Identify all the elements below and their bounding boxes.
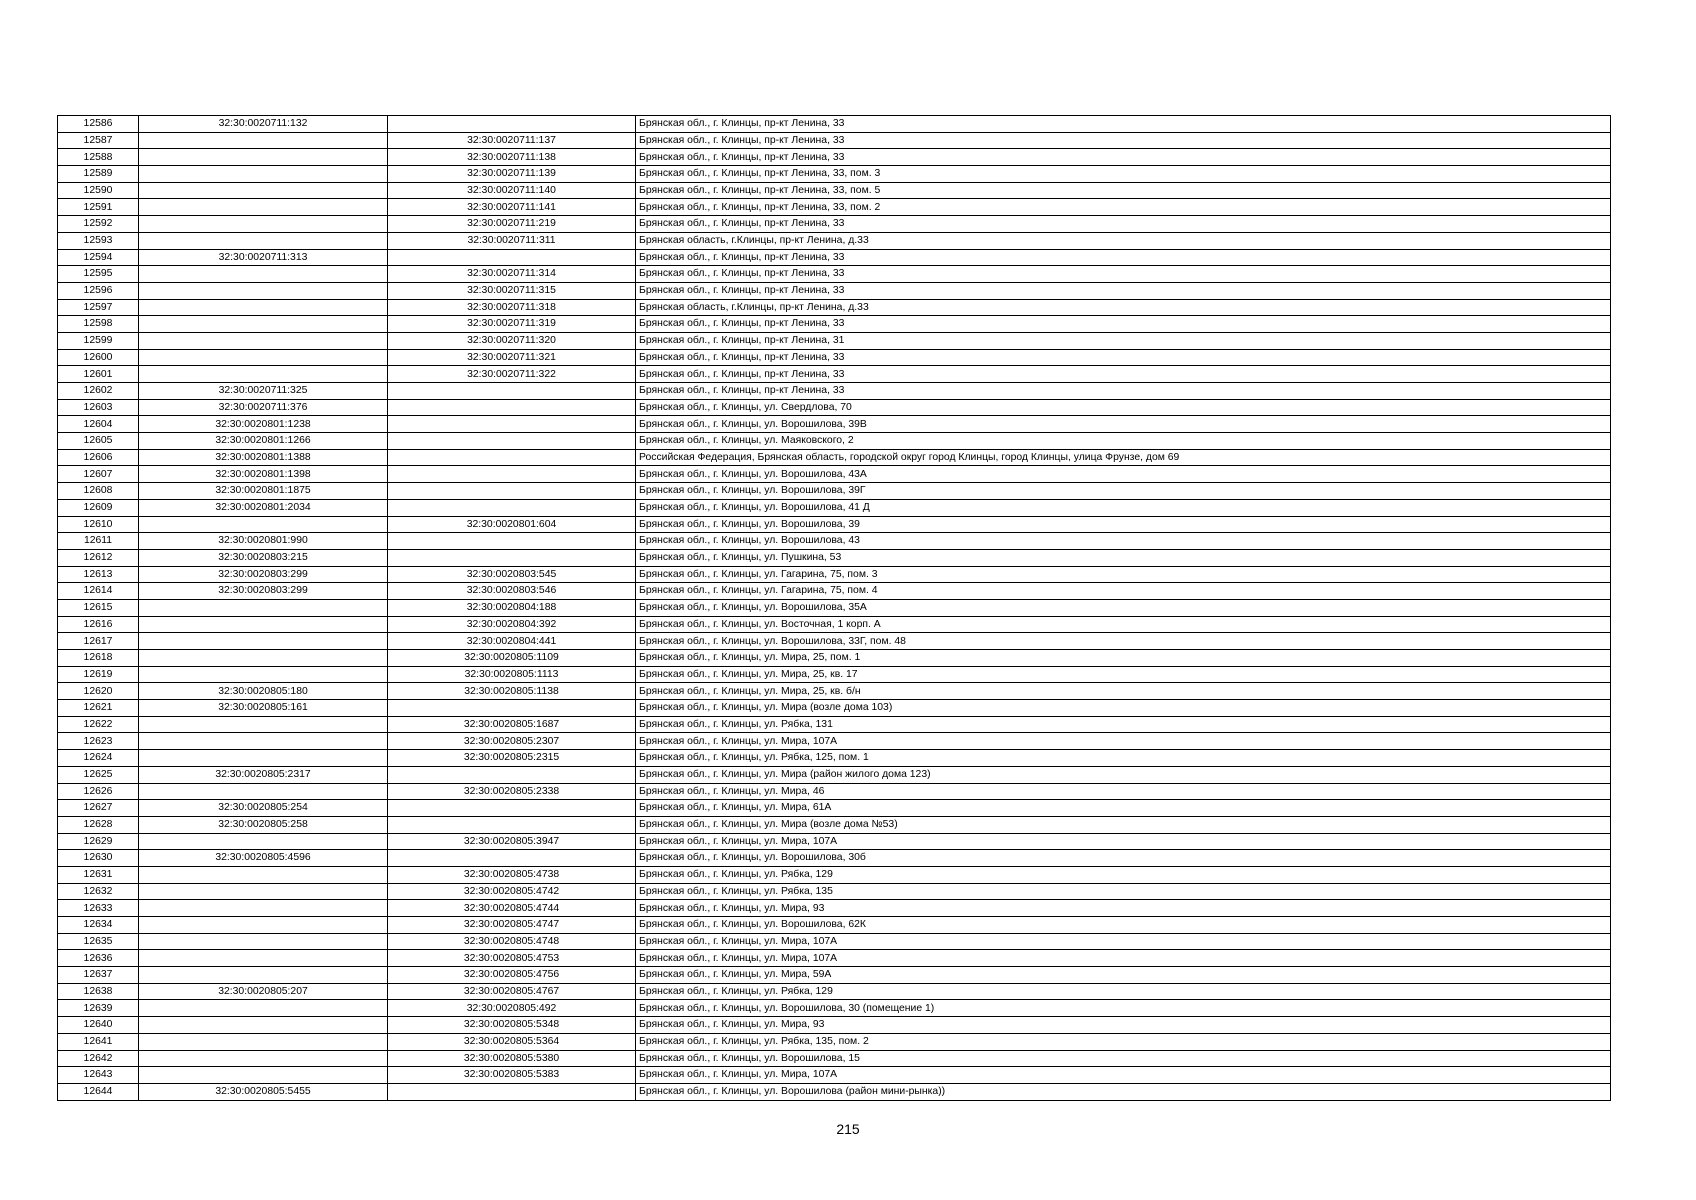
object-cadastral-number-cell — [388, 533, 636, 550]
object-cadastral-number-cell: 32:30:0020711:137 — [388, 132, 636, 149]
address-cell: Брянская обл., г. Клинцы, ул. Мира, 107А — [636, 733, 1611, 750]
cadastral-number-cell: 32:30:0020801:990 — [139, 533, 388, 550]
row-number-cell: 12596 — [58, 282, 139, 299]
cadastral-number-cell: 32:30:0020805:207 — [139, 983, 388, 1000]
row-number-cell: 12591 — [58, 199, 139, 216]
cadastral-number-cell — [139, 917, 388, 934]
cadastral-number-cell — [139, 616, 388, 633]
address-cell: Брянская обл., г. Клинцы, пр-кт Ленина, 31 — [636, 332, 1611, 349]
object-cadastral-number-cell: 32:30:0020805:1687 — [388, 716, 636, 733]
table-row — [58, 132, 1611, 149]
cadastral-number-cell: 32:30:0020805:2317 — [139, 766, 388, 783]
row-number-cell: 12632 — [58, 883, 139, 900]
row-number-cell: 12617 — [58, 633, 139, 650]
address-cell: Брянская обл., г. Клинцы, ул. Ворошилова, 35А — [636, 599, 1611, 616]
row-number-cell: 12587 — [58, 132, 139, 149]
object-cadastral-number-cell: 32:30:0020805:4738 — [388, 866, 636, 883]
object-cadastral-number-cell: 32:30:0020711:138 — [388, 149, 636, 166]
cadastral-number-cell — [139, 1033, 388, 1050]
cadastral-number-cell: 32:30:0020801:1398 — [139, 466, 388, 483]
address-cell: Брянская обл., г. Клинцы, ул. Восточная, 1 корп. А — [636, 616, 1611, 633]
address-cell: Брянская обл., г. Клинцы, ул. Ворошилова, 39В — [636, 416, 1611, 433]
row-number-cell: 12629 — [58, 833, 139, 850]
address-cell: Брянская обл., г. Клинцы, ул. Гагарина, 75, пом. 4 — [636, 583, 1611, 600]
object-cadastral-number-cell: 32:30:0020805:5383 — [388, 1067, 636, 1084]
object-cadastral-number-cell — [388, 249, 636, 266]
address-cell: Брянская обл., г. Клинцы, ул. Мира, 107А — [636, 933, 1611, 950]
cadastral-number-cell — [139, 166, 388, 183]
table-row — [58, 299, 1611, 316]
table-row — [58, 666, 1611, 683]
table-row — [58, 149, 1611, 166]
object-cadastral-number-cell — [388, 1083, 636, 1100]
cadastral-number-cell: 32:30:0020801:1875 — [139, 483, 388, 500]
table-row — [58, 983, 1611, 1000]
cadastral-number-cell — [139, 666, 388, 683]
address-cell: Брянская обл., г. Клинцы, ул. Ворошилова, 62К — [636, 917, 1611, 934]
address-cell: Брянская обл., г. Клинцы, ул. Ворошилова, 41 Д — [636, 499, 1611, 516]
cadastral-number-cell — [139, 650, 388, 667]
object-cadastral-number-cell: 32:30:0020711:140 — [388, 182, 636, 199]
cadastral-number-cell — [139, 950, 388, 967]
object-cadastral-number-cell: 32:30:0020805:2307 — [388, 733, 636, 750]
row-number-cell: 12608 — [58, 483, 139, 500]
object-cadastral-number-cell: 32:30:0020711:318 — [388, 299, 636, 316]
address-cell: Брянская обл., г. Клинцы, ул. Ворошилова, 30б — [636, 850, 1611, 867]
cadastral-number-cell: 32:30:0020801:2034 — [139, 499, 388, 516]
row-number-cell: 12641 — [58, 1033, 139, 1050]
cadastral-number-cell — [139, 866, 388, 883]
object-cadastral-number-cell: 32:30:0020804:441 — [388, 633, 636, 650]
address-cell: Брянская обл., г. Клинцы, ул. Рябка, 125, пом. 1 — [636, 750, 1611, 767]
cadastral-number-cell — [139, 349, 388, 366]
row-number-cell: 12590 — [58, 182, 139, 199]
object-cadastral-number-cell: 32:30:0020803:545 — [388, 566, 636, 583]
table-row — [58, 232, 1611, 249]
address-cell: Брянская обл., г. Клинцы, ул. Мира (район жилого дома 123) — [636, 766, 1611, 783]
table-row — [58, 850, 1611, 867]
table-row — [58, 766, 1611, 783]
row-number-cell: 12627 — [58, 800, 139, 817]
cadastral-number-cell — [139, 1000, 388, 1017]
table-row — [58, 917, 1611, 934]
cadastral-number-cell: 32:30:0020711:132 — [139, 116, 388, 133]
row-number-cell: 12644 — [58, 1083, 139, 1100]
object-cadastral-number-cell: 32:30:0020711:141 — [388, 199, 636, 216]
object-cadastral-number-cell: 32:30:0020711:321 — [388, 349, 636, 366]
table-row — [58, 549, 1611, 566]
row-number-cell: 12631 — [58, 866, 139, 883]
object-cadastral-number-cell — [388, 766, 636, 783]
table-row — [58, 516, 1611, 533]
row-number-cell: 12640 — [58, 1017, 139, 1034]
address-cell: Брянская обл., г. Клинцы, ул. Рябка, 129 — [636, 866, 1611, 883]
cadastral-number-cell: 32:30:0020805:5455 — [139, 1083, 388, 1100]
address-cell: Брянская обл., г. Клинцы, пр-кт Ленина, 33 — [636, 349, 1611, 366]
address-cell: Брянская обл., г. Клинцы, ул. Рябка, 135 — [636, 883, 1611, 900]
address-cell: Брянская обл., г. Клинцы, пр-кт Ленина, 33 — [636, 216, 1611, 233]
table-row — [58, 116, 1611, 133]
row-number-cell: 12620 — [58, 683, 139, 700]
row-number-cell: 12643 — [58, 1067, 139, 1084]
address-cell: Брянская обл., г. Клинцы, пр-кт Ленина, 33 — [636, 266, 1611, 283]
row-number-cell: 12611 — [58, 533, 139, 550]
table-row — [58, 1000, 1611, 1017]
object-cadastral-number-cell: 32:30:0020805:4747 — [388, 917, 636, 934]
address-cell: Брянская обл., г. Клинцы, ул. Пушкина, 53 — [636, 549, 1611, 566]
row-number-cell: 12625 — [58, 766, 139, 783]
page-number: 215 — [836, 1121, 860, 1137]
address-cell: Брянская обл., г. Клинцы, пр-кт Ленина, 33, пом. 5 — [636, 182, 1611, 199]
object-cadastral-number-cell — [388, 850, 636, 867]
object-cadastral-number-cell — [388, 549, 636, 566]
object-cadastral-number-cell: 32:30:0020805:1109 — [388, 650, 636, 667]
object-cadastral-number-cell — [388, 483, 636, 500]
registry-sheet — [57, 115, 1611, 1101]
cadastral-number-cell — [139, 182, 388, 199]
table-row — [58, 166, 1611, 183]
row-number-cell: 12636 — [58, 950, 139, 967]
object-cadastral-number-cell: 32:30:0020805:5380 — [388, 1050, 636, 1067]
cadastral-number-cell — [139, 216, 388, 233]
address-cell: Брянская обл., г. Клинцы, ул. Маяковского, 2 — [636, 433, 1611, 450]
row-number-cell: 12622 — [58, 716, 139, 733]
row-number-cell: 12633 — [58, 900, 139, 917]
cadastral-number-cell — [139, 232, 388, 249]
address-cell: Брянская обл., г. Клинцы, пр-кт Ленина, 33 — [636, 282, 1611, 299]
address-cell: Брянская обл., г. Клинцы, ул. Мира, 25, кв. 17 — [636, 666, 1611, 683]
cadastral-number-cell — [139, 599, 388, 616]
row-number-cell: 12600 — [58, 349, 139, 366]
row-number-cell: 12594 — [58, 249, 139, 266]
table-row — [58, 349, 1611, 366]
object-cadastral-number-cell: 32:30:0020805:4744 — [388, 900, 636, 917]
object-cadastral-number-cell: 32:30:0020805:1138 — [388, 683, 636, 700]
object-cadastral-number-cell: 32:30:0020711:315 — [388, 282, 636, 299]
cadastral-number-cell — [139, 633, 388, 650]
table-row — [58, 967, 1611, 984]
address-cell: Брянская обл., г. Клинцы, пр-кт Ленина, 33 — [636, 366, 1611, 383]
object-cadastral-number-cell: 32:30:0020711:139 — [388, 166, 636, 183]
table-row — [58, 616, 1611, 633]
cadastral-number-cell — [139, 1017, 388, 1034]
table-row — [58, 566, 1611, 583]
address-cell: Брянская обл., г. Клинцы, ул. Ворошилова (район мини-рынка)) — [636, 1083, 1611, 1100]
table-row — [58, 466, 1611, 483]
row-number-cell: 12624 — [58, 750, 139, 767]
object-cadastral-number-cell: 32:30:0020805:492 — [388, 1000, 636, 1017]
row-number-cell: 12610 — [58, 516, 139, 533]
table-row — [58, 900, 1611, 917]
table-row — [58, 683, 1611, 700]
row-number-cell: 12606 — [58, 449, 139, 466]
address-cell: Брянская обл., г. Клинцы, ул. Рябка, 131 — [636, 716, 1611, 733]
table-row — [58, 399, 1611, 416]
cadastral-number-cell — [139, 149, 388, 166]
row-number-cell: 12615 — [58, 599, 139, 616]
row-number-cell: 12619 — [58, 666, 139, 683]
cadastral-number-cell — [139, 132, 388, 149]
row-number-cell: 12638 — [58, 983, 139, 1000]
address-cell: Брянская обл., г. Клинцы, ул. Рябка, 135, пом. 2 — [636, 1033, 1611, 1050]
table-row — [58, 249, 1611, 266]
cadastral-number-cell — [139, 366, 388, 383]
object-cadastral-number-cell: 32:30:0020805:5348 — [388, 1017, 636, 1034]
object-cadastral-number-cell — [388, 449, 636, 466]
table-row — [58, 216, 1611, 233]
row-number-cell: 12586 — [58, 116, 139, 133]
registry-table — [57, 115, 1611, 1101]
row-number-cell: 12603 — [58, 399, 139, 416]
object-cadastral-number-cell: 32:30:0020804:392 — [388, 616, 636, 633]
object-cadastral-number-cell: 32:30:0020711:314 — [388, 266, 636, 283]
cadastral-number-cell: 32:30:0020801:1238 — [139, 416, 388, 433]
address-cell: Брянская обл., г. Клинцы, ул. Ворошилова, 33Г, пом. 48 — [636, 633, 1611, 650]
address-cell: Брянская обл., г. Клинцы, ул. Ворошилова, 43 — [636, 533, 1611, 550]
object-cadastral-number-cell: 32:30:0020711:320 — [388, 332, 636, 349]
address-cell: Брянская обл., г. Клинцы, ул. Мира, 107А — [636, 833, 1611, 850]
table-row — [58, 833, 1611, 850]
address-cell: Брянская обл., г. Клинцы, пр-кт Ленина, 33, пом. 3 — [636, 166, 1611, 183]
object-cadastral-number-cell: 32:30:0020801:604 — [388, 516, 636, 533]
row-number-cell: 12621 — [58, 700, 139, 717]
table-row — [58, 1083, 1611, 1100]
address-cell: Брянская обл., г. Клинцы, ул. Ворошилова, 15 — [636, 1050, 1611, 1067]
table-row — [58, 1017, 1611, 1034]
cadastral-number-cell: 32:30:0020803:299 — [139, 566, 388, 583]
row-number-cell: 12593 — [58, 232, 139, 249]
address-cell: Брянская обл., г. Клинцы, ул. Мира, 46 — [636, 783, 1611, 800]
table-row — [58, 650, 1611, 667]
cadastral-number-cell — [139, 1050, 388, 1067]
address-cell: Брянская обл., г. Клинцы, ул. Мира, 25, пом. 1 — [636, 650, 1611, 667]
table-row — [58, 950, 1611, 967]
row-number-cell: 12618 — [58, 650, 139, 667]
row-number-cell: 12589 — [58, 166, 139, 183]
row-number-cell: 12601 — [58, 366, 139, 383]
object-cadastral-number-cell: 32:30:0020711:319 — [388, 316, 636, 333]
table-row — [58, 533, 1611, 550]
cadastral-number-cell: 32:30:0020711:325 — [139, 383, 388, 400]
object-cadastral-number-cell — [388, 800, 636, 817]
address-cell: Брянская обл., г. Клинцы, ул. Мира, 107А — [636, 950, 1611, 967]
table-row — [58, 316, 1611, 333]
table-row — [58, 933, 1611, 950]
row-number-cell: 12628 — [58, 816, 139, 833]
table-row — [58, 332, 1611, 349]
table-row — [58, 783, 1611, 800]
object-cadastral-number-cell: 32:30:0020711:311 — [388, 232, 636, 249]
table-row — [58, 883, 1611, 900]
registry-table-body — [58, 116, 1611, 1101]
cadastral-number-cell — [139, 282, 388, 299]
cadastral-number-cell — [139, 967, 388, 984]
row-number-cell: 12626 — [58, 783, 139, 800]
cadastral-number-cell — [139, 516, 388, 533]
row-number-cell: 12607 — [58, 466, 139, 483]
table-row — [58, 483, 1611, 500]
address-cell: Брянская обл., г. Клинцы, ул. Мира, 59А — [636, 967, 1611, 984]
cadastral-number-cell — [139, 900, 388, 917]
table-row — [58, 1050, 1611, 1067]
object-cadastral-number-cell — [388, 383, 636, 400]
cadastral-number-cell — [139, 1067, 388, 1084]
cadastral-number-cell: 32:30:0020803:299 — [139, 583, 388, 600]
table-row — [58, 700, 1611, 717]
address-cell: Брянская обл., г. Клинцы, ул. Мира, 93 — [636, 1017, 1611, 1034]
address-cell: Брянская обл., г. Клинцы, пр-кт Ленина, 33 — [636, 116, 1611, 133]
cadastral-number-cell — [139, 733, 388, 750]
object-cadastral-number-cell: 32:30:0020711:219 — [388, 216, 636, 233]
address-cell: Брянская обл., г. Клинцы, ул. Мира, 107А — [636, 1067, 1611, 1084]
table-row — [58, 716, 1611, 733]
object-cadastral-number-cell: 32:30:0020805:2338 — [388, 783, 636, 800]
cadastral-number-cell: 32:30:0020803:215 — [139, 549, 388, 566]
address-cell: Брянская обл., г. Клинцы, ул. Мира, 61А — [636, 800, 1611, 817]
object-cadastral-number-cell — [388, 816, 636, 833]
address-cell: Брянская обл., г. Клинцы, ул. Мира, 25, кв. б/н — [636, 683, 1611, 700]
address-cell: Брянская обл., г. Клинцы, пр-кт Ленина, 33, пом. 2 — [636, 199, 1611, 216]
row-number-cell: 12630 — [58, 850, 139, 867]
cadastral-number-cell — [139, 199, 388, 216]
address-cell: Брянская область, г.Клинцы, пр-кт Ленина, д.33 — [636, 299, 1611, 316]
row-number-cell: 12634 — [58, 917, 139, 934]
object-cadastral-number-cell: 32:30:0020804:188 — [388, 599, 636, 616]
object-cadastral-number-cell: 32:30:0020805:4767 — [388, 983, 636, 1000]
table-row — [58, 733, 1611, 750]
cadastral-number-cell — [139, 783, 388, 800]
row-number-cell: 12613 — [58, 566, 139, 583]
table-row — [58, 1067, 1611, 1084]
address-cell: Брянская обл., г. Клинцы, ул. Гагарина, 75, пом. 3 — [636, 566, 1611, 583]
object-cadastral-number-cell — [388, 433, 636, 450]
object-cadastral-number-cell — [388, 700, 636, 717]
address-cell: Брянская обл., г. Клинцы, пр-кт Ленина, 33 — [636, 132, 1611, 149]
cadastral-number-cell — [139, 266, 388, 283]
cadastral-number-cell: 32:30:0020805:254 — [139, 800, 388, 817]
table-row — [58, 383, 1611, 400]
cadastral-number-cell: 32:30:0020805:180 — [139, 683, 388, 700]
object-cadastral-number-cell — [388, 499, 636, 516]
row-number-cell: 12605 — [58, 433, 139, 450]
cadastral-number-cell — [139, 316, 388, 333]
row-number-cell: 12597 — [58, 299, 139, 316]
row-number-cell: 12599 — [58, 332, 139, 349]
cadastral-number-cell: 32:30:0020801:1266 — [139, 433, 388, 450]
table-row — [58, 633, 1611, 650]
table-row — [58, 266, 1611, 283]
row-number-cell: 12642 — [58, 1050, 139, 1067]
object-cadastral-number-cell: 32:30:0020805:1113 — [388, 666, 636, 683]
row-number-cell: 12637 — [58, 967, 139, 984]
cadastral-number-cell: 32:30:0020801:1388 — [139, 449, 388, 466]
row-number-cell: 12588 — [58, 149, 139, 166]
row-number-cell: 12609 — [58, 499, 139, 516]
table-row — [58, 416, 1611, 433]
address-cell: Брянская обл., г. Клинцы, ул. Свердлова, 70 — [636, 399, 1611, 416]
table-row — [58, 433, 1611, 450]
row-number-cell: 12635 — [58, 933, 139, 950]
row-number-cell: 12616 — [58, 616, 139, 633]
address-cell: Брянская обл., г. Клинцы, ул. Мира, 93 — [636, 900, 1611, 917]
row-number-cell: 12623 — [58, 733, 139, 750]
cadastral-number-cell — [139, 716, 388, 733]
address-cell: Брянская обл., г. Клинцы, пр-кт Ленина, 33 — [636, 383, 1611, 400]
object-cadastral-number-cell — [388, 116, 636, 133]
object-cadastral-number-cell: 32:30:0020711:322 — [388, 366, 636, 383]
address-cell: Брянская обл., г. Клинцы, ул. Ворошилова, 39Г — [636, 483, 1611, 500]
object-cadastral-number-cell: 32:30:0020805:4742 — [388, 883, 636, 900]
address-cell: Брянская область, г.Клинцы, пр-кт Ленина, д.33 — [636, 232, 1611, 249]
object-cadastral-number-cell: 32:30:0020805:4756 — [388, 967, 636, 984]
table-row — [58, 599, 1611, 616]
table-row — [58, 182, 1611, 199]
table-row — [58, 499, 1611, 516]
table-row — [58, 449, 1611, 466]
cadastral-number-cell: 32:30:0020711:313 — [139, 249, 388, 266]
object-cadastral-number-cell: 32:30:0020803:546 — [388, 583, 636, 600]
cadastral-number-cell: 32:30:0020805:258 — [139, 816, 388, 833]
row-number-cell: 12639 — [58, 1000, 139, 1017]
row-number-cell: 12602 — [58, 383, 139, 400]
cadastral-number-cell: 32:30:0020711:376 — [139, 399, 388, 416]
table-row — [58, 750, 1611, 767]
row-number-cell: 12595 — [58, 266, 139, 283]
cadastral-number-cell: 32:30:0020805:4596 — [139, 850, 388, 867]
address-cell: Брянская обл., г. Клинцы, ул. Мира (возле дома №53) — [636, 816, 1611, 833]
object-cadastral-number-cell — [388, 399, 636, 416]
object-cadastral-number-cell: 32:30:0020805:2315 — [388, 750, 636, 767]
table-row — [58, 800, 1611, 817]
row-number-cell: 12598 — [58, 316, 139, 333]
address-cell: Брянская обл., г. Клинцы, пр-кт Ленина, 33 — [636, 249, 1611, 266]
cadastral-number-cell: 32:30:0020805:161 — [139, 700, 388, 717]
object-cadastral-number-cell: 32:30:0020805:4748 — [388, 933, 636, 950]
address-cell: Брянская обл., г. Клинцы, пр-кт Ленина, 33 — [636, 149, 1611, 166]
row-number-cell: 12614 — [58, 583, 139, 600]
row-number-cell: 12604 — [58, 416, 139, 433]
address-cell: Брянская обл., г. Клинцы, ул. Рябка, 129 — [636, 983, 1611, 1000]
table-row — [58, 866, 1611, 883]
cadastral-number-cell — [139, 933, 388, 950]
address-cell: Российская Федерация, Брянская область, городской округ город Клинцы, город Клинцы, улица Фрунзе, дом 69 — [636, 449, 1611, 466]
table-row — [58, 282, 1611, 299]
object-cadastral-number-cell: 32:30:0020805:3947 — [388, 833, 636, 850]
object-cadastral-number-cell: 32:30:0020805:5364 — [388, 1033, 636, 1050]
cadastral-number-cell — [139, 299, 388, 316]
row-number-cell: 12612 — [58, 549, 139, 566]
address-cell: Брянская обл., г. Клинцы, пр-кт Ленина, 33 — [636, 316, 1611, 333]
object-cadastral-number-cell — [388, 416, 636, 433]
cadastral-number-cell — [139, 883, 388, 900]
table-row — [58, 366, 1611, 383]
cadastral-number-cell — [139, 332, 388, 349]
address-cell: Брянская обл., г. Клинцы, ул. Мира (возле дома 103) — [636, 700, 1611, 717]
address-cell: Брянская обл., г. Клинцы, ул. Ворошилова, 30 (помещение 1) — [636, 1000, 1611, 1017]
table-row — [58, 816, 1611, 833]
address-cell: Брянская обл., г. Клинцы, ул. Ворошилова, 43А — [636, 466, 1611, 483]
cadastral-number-cell — [139, 833, 388, 850]
row-number-cell: 12592 — [58, 216, 139, 233]
table-row — [58, 1033, 1611, 1050]
cadastral-number-cell — [139, 750, 388, 767]
address-cell: Брянская обл., г. Клинцы, ул. Ворошилова, 39 — [636, 516, 1611, 533]
object-cadastral-number-cell — [388, 466, 636, 483]
table-row — [58, 583, 1611, 600]
object-cadastral-number-cell: 32:30:0020805:4753 — [388, 950, 636, 967]
table-row — [58, 199, 1611, 216]
